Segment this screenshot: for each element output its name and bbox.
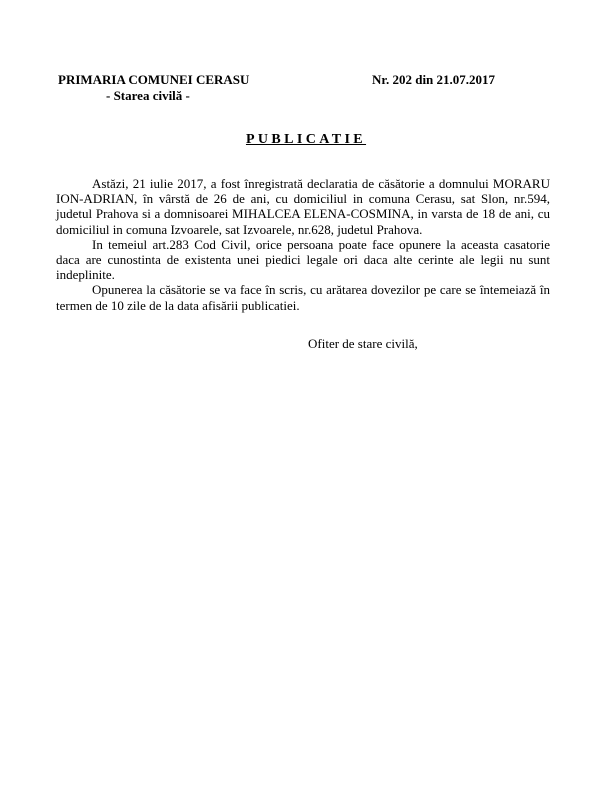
paragraph-declaration: Astăzi, 21 iulie 2017, a fost înregistrată declaratia de căsătorie a domnului MORARU ION-ADRIAN, în vârstă de 26 de ani, cu domiciliul in comuna Cerasu, sat Slon, nr.594, judetul Prahova si a domnisoarei MIHALCEA ELENA-COSMINA, in varsta de 18 de ani, cu domiciliul in comuna Izvoarele, sat Izvoarele, nr.628, judetul Prahova. — [56, 176, 550, 237]
signature-line: Ofiter de stare civilă, — [308, 336, 418, 351]
institution-name: PRIMARIA COMUNEI CERASU — [58, 72, 250, 87]
paragraph-legal-basis: In temeiul art.283 Cod Civil, orice persoana poate face opunere la aceasta casatorie daca are cunostinta de existenta unei piedici legale ori daca alte cerinte ale legii nu sunt indeplinite. — [56, 236, 550, 283]
reference-number: Nr. 202 din 21.07.2017 — [372, 72, 496, 87]
paragraph-opposition: Opunerea la căsătorie se va face în scris, cu arătarea dovezilor pe care se întemeiază în termen de 10 zile de la data afisării publicatiei. — [56, 282, 550, 313]
document-title: PUBLICATIE — [245, 132, 367, 147]
issuer-block — [58, 72, 249, 104]
department-name: - Starea civilă - — [106, 88, 190, 103]
document-body — [56, 176, 550, 313]
